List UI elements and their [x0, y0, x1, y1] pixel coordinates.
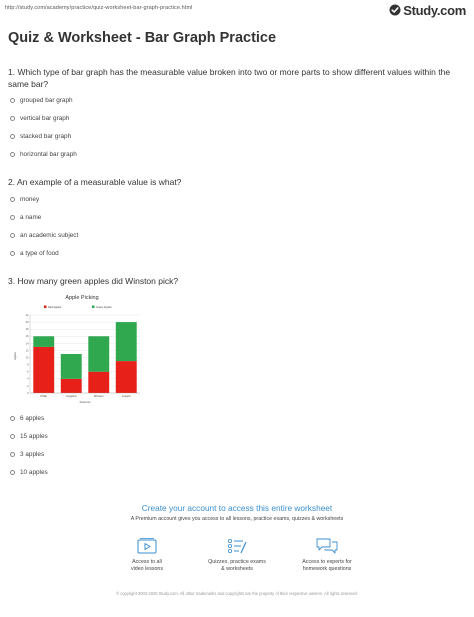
- option-label: a name: [20, 214, 42, 221]
- y-tick-label: 6: [27, 370, 29, 374]
- answer-option[interactable]: [10, 151, 77, 158]
- answer-option[interactable]: [10, 469, 48, 476]
- feature-line: Access to all: [132, 559, 162, 565]
- y-tick-label: 0: [27, 391, 29, 395]
- x-tick-label: Philip: [40, 395, 48, 398]
- feature-quizzes: [187, 537, 287, 573]
- option-label: grouped bar graph: [20, 97, 73, 104]
- radio-button[interactable]: [10, 134, 15, 139]
- bar-segment: [33, 347, 54, 393]
- chat-icon: [315, 537, 339, 555]
- legend-label: Red Apples: [48, 306, 62, 309]
- x-tick-label: Winston: [93, 395, 104, 398]
- question-1-text: 1. Which type of bar graph has the measurable value broken into two or more parts to show different values within the same bar?: [8, 67, 451, 89]
- y-tick-label: 18: [25, 328, 29, 332]
- radio-button[interactable]: [10, 251, 15, 256]
- page-url: http://study.com/academy/practice/quiz-worksheet-bar-graph-practice.html: [5, 5, 193, 11]
- bar-segment: [61, 354, 82, 379]
- y-tick-label: 14: [25, 342, 29, 346]
- feature-line: & worksheets: [221, 566, 253, 572]
- radio-button[interactable]: [10, 233, 15, 238]
- y-tick-label: 2: [27, 384, 29, 388]
- option-label: a type of food: [20, 250, 59, 257]
- y-tick-label: 22: [25, 313, 29, 317]
- question-2-text: 2. An example of a measurable value is what?: [8, 177, 182, 187]
- option-label: horizontal bar graph: [20, 151, 77, 158]
- y-tick-label: 16: [25, 335, 29, 339]
- radio-button[interactable]: [10, 116, 15, 121]
- answer-option[interactable]: [10, 115, 69, 122]
- option-label: an academic subject: [20, 232, 79, 239]
- feature-line: Quizzes, practice exams: [208, 559, 266, 565]
- answer-option[interactable]: [10, 97, 73, 104]
- video-icon: [135, 537, 159, 555]
- radio-button[interactable]: [10, 452, 15, 457]
- legend-label: Green Apples: [96, 306, 112, 309]
- apple-picking-chart: [12, 290, 152, 405]
- answer-option[interactable]: [10, 451, 44, 458]
- legend-swatch: [44, 306, 47, 309]
- y-tick-label: 10: [25, 356, 29, 360]
- option-label: 15 apples: [20, 433, 48, 440]
- option-label: 10 apples: [20, 469, 48, 476]
- chart-title: Apple Picking: [65, 295, 99, 301]
- bar-segment: [88, 336, 109, 371]
- study-logo[interactable]: [389, 2, 466, 18]
- y-tick-label: 8: [27, 363, 29, 367]
- create-account-link[interactable]: Create your account to access this entire worksheet: [141, 503, 333, 513]
- y-tick-label: 4: [27, 377, 29, 381]
- bar-segment: [88, 372, 109, 393]
- x-tick-label: Angelina: [66, 395, 77, 398]
- question-3-text: 3. How many green apples did Winston pick?: [8, 276, 179, 286]
- bar-segment: [116, 322, 137, 361]
- page-header: [0, 0, 474, 20]
- option-label: vertical bar graph: [20, 115, 70, 122]
- answer-option[interactable]: [10, 433, 48, 440]
- option-label: stacked bar graph: [20, 133, 72, 140]
- answer-option[interactable]: [10, 415, 44, 422]
- answer-option[interactable]: [10, 250, 59, 257]
- logo-text: Study.com: [403, 2, 466, 18]
- radio-button[interactable]: [10, 197, 15, 202]
- bar-segment: [33, 336, 54, 347]
- radio-button[interactable]: [10, 434, 15, 439]
- answer-option[interactable]: [10, 214, 41, 221]
- radio-button[interactable]: [10, 416, 15, 421]
- feature-line: homework questions: [302, 566, 352, 572]
- y-tick-label: 20: [25, 320, 29, 324]
- x-tick-label: Joseph: [121, 395, 131, 398]
- radio-button[interactable]: [10, 98, 15, 103]
- answer-option[interactable]: [10, 196, 39, 203]
- radio-button[interactable]: [10, 215, 15, 220]
- copyright-notice: © copyright 2003-2020 Study.com. All other trademarks and copyrights are the property of their respective owners. All rights reserved.: [116, 591, 358, 596]
- legend-swatch: [92, 306, 95, 309]
- x-axis-label: Students: [79, 400, 91, 404]
- chart-legend: [44, 305, 112, 309]
- feature-video-lessons: [97, 537, 197, 573]
- y-tick-label: 12: [25, 349, 29, 353]
- feature-line: video lessons: [130, 566, 164, 572]
- feature-experts: [277, 537, 377, 573]
- checklist-icon: [225, 537, 249, 555]
- option-label: 6 apples: [20, 415, 45, 422]
- radio-button[interactable]: [10, 470, 15, 475]
- y-axis-label: Apples: [14, 352, 17, 360]
- premium-description: A Premium account gives you access to all lessons, practice exams, quizzes & worksheets: [130, 516, 344, 522]
- bar-segment: [61, 379, 82, 393]
- page-title: Quiz & Worksheet - Bar Graph Practice: [8, 30, 277, 46]
- feature-line: Access to experts for: [302, 559, 352, 565]
- answer-option[interactable]: [10, 232, 78, 239]
- study-logo-icon: [389, 4, 401, 16]
- option-label: money: [20, 196, 40, 203]
- answer-option[interactable]: [10, 133, 71, 140]
- bar-segment: [116, 361, 137, 393]
- radio-button[interactable]: [10, 152, 15, 157]
- option-label: 3 apples: [20, 451, 45, 458]
